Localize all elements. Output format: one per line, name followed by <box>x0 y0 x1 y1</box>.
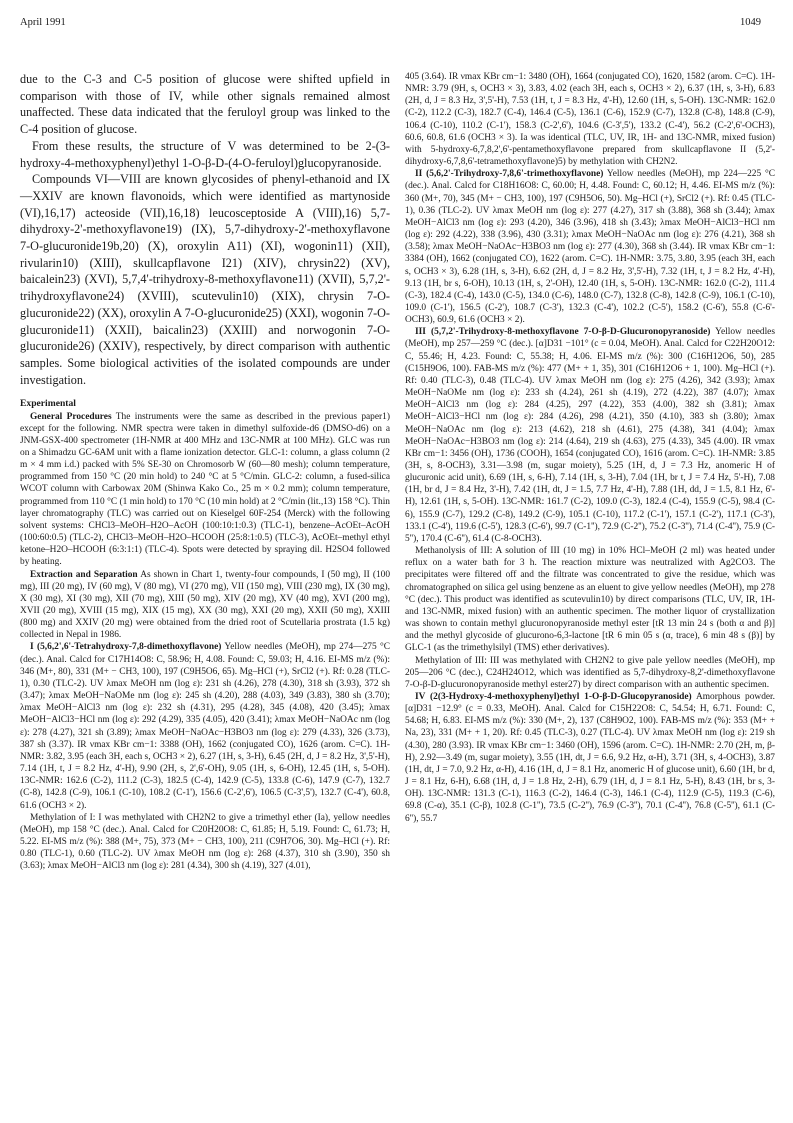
paragraph-text: Yellow needles (MeOH), mp 257—259 °C (dec.). [α]D31 −101° (c = 0.04, MeOH). Anal. Calcd for C22H20O12: C, 55.46; H, 4.23. Found: C, 55.38; H, 4.06. EI-MS m/z (%): 300 (C16H12O6, 50), 285 (C15H9O6, 100). FAB-MS m/z (%): 477 (M+ + 1, 35), 301 (C16H12O6 + 1, 100). Mg–HCl (+). Rf: 0.40 (TLC-3), 0.48 (TLC-4). UV λmax MeOH nm (log ε): 275 (4.26), 342 (3.93); λmax MeOH−NaOMe nm (log ε): 233 sh (4.24), 261 sh (4.19), 272 (4.22), 387 (4.07); λmax MeOH−AlCl3 nm (log ε): 284 (4.25), 297 (4.22), 353 (4.00), 382 sh (3.81); λmax MeOH−AlCl3−HCl nm (log ε): 284 (4.26), 298 (4.21), 350 (4.10), 383 sh (3.80); λmax MeOH−NaOAc nm (log ε): 213 (4.62), 218 sh (4.61), 275 (4.38), 341 (4.04); λmax MeOH−NaOAc−H3BO3 nm (log ε): 214 (4.64), 219 sh (4.63), 275 (4.33), 345 (4.00). IR νmax KBr cm−1: 3456 (OH), 1736 (COOH), 1654 (conjugated CO), 1616 (arom. C=C). 1H-NMR: 3.85 (3H, s, 8-OCH3), 3.31—3.98 (m, sugar moiety), 5.25 (1H, d, J = 7.3 Hz, anomeric H of glucuronic acid unit), 6.69 (1H, s, 6-H), 7.14 (1H, s, 3-H), 7.04 (1H, br t, J = 7.4 Hz, 5'-H), 7.08 (1H, br d, J = 8.4 Hz, 3'-H), 7.42 (1H, dt, J = 1.5, 7.7 Hz, 4'-H), 7.88 (1H, dd, J = 1.5, 8.1 Hz, 6'-H), 12.61 (1H, s, 5-OH). 13C-NMR: 161.7 (C-2), 109.0 (C-3), 182.4 (C-4), 155.9 (C-5), 98.4 (C-6), 155.9 (C-7), 129.2 (C-8), 149.2 (C-9), 105.1 (C-10), 117.2 (C-1'), 157.1 (C-2'), 117.1 (C-3'), 133.1 (C-4'), 119.6 (C-5'), 128.3 (C-6'), 99.7 (C-1''), 72.9 (C-2''), 75.2 (C-3''), 71.4 (C-4''), 75.9 (C-5''), 170.4 (C-6''), 61.4 (C-8-OCH3). <box>405 327 775 544</box>
paragraph-text: Amorphous powder. [α]D31 −12.9° (c = 0.33, MeOH). Anal. Calcd for C15H22O8: C, 54.54; H, 6.71. Found: C, 54.68; H, 6.83. EI-MS m/z (%): 330 (M+, 2), 137 (C8H9O2, 100). FAB-MS m/z (%): 353 (M+ + Na, 23), 331 (M+ + 1, 20). Rf: 0.45 (TLC-3), 0.27 (TLC-4). UV λmax MeOH nm (log ε): 219 sh (4.30), 280 (3.93). IR νmax KBr cm−1: 3460 (OH), 1596 (arom. C=C). 1H-NMR: 2.70 (2H, m, β-H), 2.92—3.49 (m, sugar moiety), 3.55 (1H, dt, J = 6.6, 9.2 Hz, α-H), 3.71 (3H, s, 4-OCH3), 3.87 (1H, dt, J = 7.0, 9.2 Hz, α-H), 4.16 (1H, d, J = 8.1 Hz, anomeric H of glucose unit), 6.60 (1H, br d, J = 8.1 Hz, 6-H), 6.68 (1H, d, J = 1.8 Hz, 2-H), 6.79 (1H, d, J = 8.1 Hz, 5-H), 8.43 (1H, br s, 3-OH). 13C-NMR: 131.3 (C-1), 116.3 (C-2), 146.4 (C-3), 146.1 (C-4), 112.9 (C-5), 119.3 (C-6), 69.8 (C-α), 35.1 (C-β), 102.8 (C-1''), 73.5 (C-2''), 76.9 (C-3''), 70.1 (C-4''), 76.8 (C-5''), 61.1 (C-6''), 55.7 <box>405 691 775 824</box>
paragraph <box>20 569 390 642</box>
compound-heading: III (5,7,2'-Trihydroxy-8-methoxyflavone 7-O-β-D-Glucuronopyranoside) <box>415 327 711 338</box>
compound-heading: IV (2(3-Hydroxy-4-methoxyphenyl)ethyl 1-O-β-D-Glucopyranoside) <box>415 691 692 702</box>
paragraph: Methylation of I: I was methylated with CH2N2 to give a trimethyl ether (Ia), yellow needles (MeOH), mp 158 °C (dec.). Anal. Calcd for C20H20O8: C, 61.85; H, 5.19. Found: C, 61.73; H, 5.22. EI-MS m/z (%): 388 (M+, 75), 373 (M+ − CH3, 100), 211 (C9H7O6, 30). Mg–HCl (+). Rf: 0.80 (TLC-1), 0.60 (TLC-2). UV λmax MeOH nm (log ε): 268 (4.37), 310 sh (3.90), 350 sh (3.63); λmax MeOH−AlCl3 nm (log ε): 281 (4.34), 300 sh (4.19), 327 (4.01), <box>20 812 390 872</box>
paragraph <box>20 641 390 811</box>
paragraph: due to the C-3 and C-5 position of glucose were shifted upfield in comparison with those of IV, while other signals remained almost unaffected. These data indicated that the feruloyl group was linked to the C-4 position of glucose. <box>20 72 390 137</box>
section-heading: Experimental <box>20 398 76 410</box>
paragraph <box>405 326 775 545</box>
paragraph-text: Yellow needles (MeOH), mp 224—225 °C (dec.). Anal. Calcd for C18H16O8: C, 60.00; H, 4.48. Found: C, 60.12; H, 4.46. EI-MS m/z (%): 360 (M+, 70), 345 (M+ − CH3, 100), 197 (C9H5O6, 50). Mg–HCl (+), SrCl2 (+). Rf: 0.45 (TLC-1), 0.36 (TLC-2). UV λmax MeOH nm (log ε): 277 (4.27), 317 sh (3.88), 368 sh (3.44); λmax MeOH−AlCl3 nm (log ε): 293 (4.20), 346 (3.96), 418 sh (3.43); λmax MeOH−AlCl3−HCl nm (log ε): 292 (4.22), 338 (3.96), 430 (3.31); λmax MeOH−NaOAc nm (log ε): 276 (4.21), 368 sh (3.58); λmax MeOH−NaOAc−H3BO3 nm (log ε): 277 (4.30), 368 sh (3.44). IR νmax KBr cm−1: 3384 (OH), 1662 (conjugated CO), 1622 (arom. C=C). 1H-NMR: 3.75, 3.80, 3.95 (each 3H, each s, OCH3 × 3), 6.28 (1H, s, 3-H), 6.62 (2H, d, J = 8.2 Hz, 3',5'-H), 7.32 (1H, t, J = 8.2 Hz, 4'-H), 9.13 (1H, br s, 6-OH), 10.13 (1H, s, 2'-OH), 12.40 (1H, s, 5-OH). 13C-NMR: 162.0 (C-2), 111.4 (C-3), 182.4 (C-4), 143.0 (C-5), 134.0 (C-6), 148.0 (C-7), 132.8 (C-8), 142.8 (C-9), 106.1 (C-10), 109.0 (C-1'), 156.5 (C-2'), 108.7 (C-3'), 132.3 (C-4'), 102.2 (C-5'), 158.2 (C-6'), 55.8 (C-6'-OCH3), 60.9, 61.6 (OCH3 × 2). <box>405 169 775 326</box>
experimental-section <box>20 398 390 872</box>
running-header-date: April 1991 <box>20 17 66 28</box>
paragraph-text: As shown in Chart 1, twenty-four compounds, I (50 mg), II (100 mg), III (20 mg), IV (60 mg), V (80 mg), VI (270 mg), VII (150 mg), VIII (230 mg), IX (30 mg), X (30 mg), XI (30 mg), XII (70 mg), XIII (50 mg), XIV (20 mg), XV (40 mg), XVI (200 mg), XVII (20 mg), XVIII (15 mg), XIX (15 mg), XX (30 mg), XXI (20 mg), XXII (50 mg), XXIII (800 mg) and XXIV (20 mg) were obtained from the dried root of Scutellaria prostrata (1.5 kg) collected in Nepal in 1986. <box>20 569 391 641</box>
compound-heading: II (5,6,2'-Trihydroxy-7,8,6'-trimethoxyflavone) <box>415 169 604 180</box>
run-in-heading: Extraction and Separation <box>30 569 138 580</box>
paragraph <box>405 691 775 825</box>
compound-heading: I (5,6,2',6'-Tetrahydroxy-7,8-dimethoxyflavone) <box>30 642 222 653</box>
paragraph: From these results, the structure of V was determined to be 2-(3-hydroxy-4-methoxyphenyl)ethyl 1-O-β-D-(4-O-feruloyl)glucopyranoside. <box>20 138 390 170</box>
paragraph: Methanolysis of III: A solution of III (10 mg) in 10% HCl–MeOH (2 ml) was heated under reflux on a water bath for 3 h. The reaction mixture was neutralized with Ag2CO3. The precipitates were filtered off and the filtrate was concentrated to give the residue, which was chromatographed on silica gel using benzene as an eluent to give yellow needles (MeOH), mp 278 °C (dec.). This product was identified as scutevulin10) by direct comparisons (TLC, UV, IR, 1H- and 13C-NMR, mixed fusion) with an authentic specimen. The mother liquor of crystallization was shown to contain methyl glucuronopyranoside methyl ester [tR 13 min 24 s (both α and β)] and the methyl glycoside of glucurono-6,3-lactone [tR 6 min 05 s (α, trace), 6 min 48 s (β)] by GLC-1 (as the trimethylsilyl (TMS) ether derivatives). <box>405 546 775 654</box>
right-column <box>405 71 775 825</box>
results-discussion <box>20 71 390 388</box>
paragraph: Compounds VI—VIII are known glycosides of phenyl-ethanoid and IX—XXIV are known flavonoids, which were identified as martynoside (VI),16,17) acteoside (VII),16,18) leucosceptoside A (VIII),16) 5,7-dihydroxy-2'-methoxyflavone19) (IX), 5,7-dihydroxy-2'-methoxyflavone 7-O-glucuronide19b,20) (X), oroxylin A11) (XI), wogonin11) (XII), rivularin10) (XIII), skullcapflavone I21) (XIV), chrysin22) (XV), baicalein23) (XVI), 5,7,4'-trihydroxy-8-methoxyflavone11) (XVII), 5,7,2'-trihydroxyflavone24) (XVIII), scutevulin10) (XIX), chrysin 7-O-glucuronide22) (XX), oroxylin A 7-O-glucuronide25) (XXI), wogonin 7-O-glucuronide11) (XXII), baicalin23) (XXIII) and norwogonin 7-O-glucuronide26) (XXIV), respectively, by direct comparison with authentic samples. Some biological activities of the isolated compounds are under investigation. <box>20 172 390 387</box>
page-number: 1049 <box>740 17 761 28</box>
left-column <box>20 71 390 872</box>
paragraph: Methylation of III: III was methylated with CH2N2 to give pale yellow needles (MeOH), mp 205—206 °C (dec.), C24H24O12, which was identified as 5,7-dihydroxy-8,2'-dimethoxyflavone 7-O-β-D-glucuronopyranoside methyl ester27) by direct comparison with an authentic specimen. <box>405 655 775 690</box>
run-in-heading: General Procedures <box>30 411 112 422</box>
paragraph-text: The instruments were the same as described in the previous paper1) except for the following. NMR spectra were taken in dimethyl sulfoxide-d6 (DMSO-d6) on a JNM-GSX-400 spectrometer (1H-NMR at 400 MHz and 13C-NMR at 100 MHz). GLC was run on a Shimadzu GC-6AM unit with a flame ionization detector. GLC-1: column, a glass column (2 m × 4 mm i.d.) packed with 5% SE-30 on Chromosorb W (60—80 mesh); column temperature, programmed from 150 °C (20 min hold) to 240 °C at 5 °C/min. GLC-2: column, a fused-silica WCOT column with Carbowax 20M (Shinwa Kako Co., 25 m × 0.2 mm); column temperature, programmed from 110 °C (1 min hold) to 170 °C (10 min hold) at 2 °C/min (lit.,13) 158 °C). Thin layer chromatography (TLC) was carried out on Kieselgel 60F-254 (Merck) with the following solvent systems: CHCl3–MeOH–H2O–AcOH (100:10:1:0.3) (TLC-1), benzene–AcOEt–AcOH (100:60:0.5) (TLC-2), CHCl3–MeOH–H2O–HCOOH (25:8:1:0.5) (TLC-3), AcOEt–methyl ethyl ketone–H2O–HCOOH (6:3:1:1) (TLC-4). Spots were detected by spraying dil. H2SO4 followed by heating. <box>20 411 390 568</box>
paragraph-text: Yellow needles (MeOH), mp 274—275 °C (dec.). Anal. Calcd for C17H14O8: C, 58.96; H, 4.08. Found: C, 59.03; H, 4.16. EI-MS m/z (%): 346 (M+, 80), 331 (M+ − CH3, 100), 197 (C9H5O6, 65). Mg–HCl (+), SrCl2 (+). Rf: 0.28 (TLC-1), 0.30 (TLC-2). UV λmax MeOH nm (log ε): 231 sh (4.26), 278 (4.30), 318 sh (3.93), 372 sh (3.47); λmax MeOH−NaOMe nm (log ε): 245 sh (4.20), 288 (4.03), 349 (3.83), 380 sh (3.70); λmax MeOH−AlCl3 nm (log ε): 232 sh (4.31), 295 (4.28), 345 (4.08), 420 (3.45); λmax MeOH−AlCl3−HCl nm (log ε): 292 (4.29), 335 (4.05), 420 (3.41); λmax MeOH−NaOAc nm (log ε): 278 (4.27), 321 sh (3.89); λmax MeOH−NaOAc−H3BO3 nm (log ε): 279 (4.33), 326 (3.73), 387 sh (3.37). IR νmax KBr cm−1: 3388 (OH), 1662 (conjugated CO), 1626 (arom. C=C). 1H-NMR: 3.82, 3.95 (each 3H, each s, OCH3 × 2), 6.27 (1H, s, 3-H), 6.45 (2H, d, J = 8.2 Hz, 3',5'-H), 7.14 (1H, t, J = 8.2 Hz, 4'-H), 9.90 (2H, s, 2',6'-OH), 9.05 (1H, s, 6-OH), 12.45 (1H, s, 5-OH). 13C-NMR: 162.6 (C-2), 111.2 (C-3), 182.5 (C-4), 142.9 (C-5), 133.8 (C-6), 147.9 (C-7), 132.7 (C-8), 142.8 (C-9), 106.1 (C-10), 108.2 (C-1'), 156.6 (C-2',6'), 106.5 (C-3',5'), 132.7 (C-4'), 60.8, 61.6 (OCH3 × 2). <box>20 642 390 811</box>
paragraph: 405 (3.64). IR νmax KBr cm−1: 3480 (OH), 1664 (conjugated CO), 1620, 1582 (arom. C=C). 1H-NMR: 3.79 (9H, s, OCH3 × 3), 3.83, 4.02 (each 3H, each s, OCH3 × 2), 6.37 (1H, s, 3-H), 6.83 (2H, d, J = 8.3 Hz, 3',5'-H), 7.53 (1H, t, J = 8.3 Hz, 4'-H), 12.60 (1H, s, 5-OH). 13C-NMR: 162.0 (C-2), 112.2 (C-3), 182.7 (C-4), 146.4 (C-5), 136.1 (C-6), 152.9 (C-7), 132.8 (C-8), 148.8 (C-9), 106.4 (C-10), 110.2 (C-1'), 158.3 (C-2',6'), 104.6 (C-3',5'), 133.2 (C-4'), 56.2 (C-2',6'-OCH3), 60.6, 60.8, 61.6 (OCH3 × 3). Ia was identical (TLC, UV, IR, 1H- and 13C-NMR, mixed fusion) with 5-hydroxy-6,7,8,2',6'-pentamethoxyflavone prepared from skullcapflavone II (5,2'-dihydroxy-6,7,8,6'-tetramethoxyflavone)5) by methylation with CH2N2. <box>405 72 775 168</box>
paragraph <box>405 168 775 326</box>
paragraph <box>20 411 390 569</box>
